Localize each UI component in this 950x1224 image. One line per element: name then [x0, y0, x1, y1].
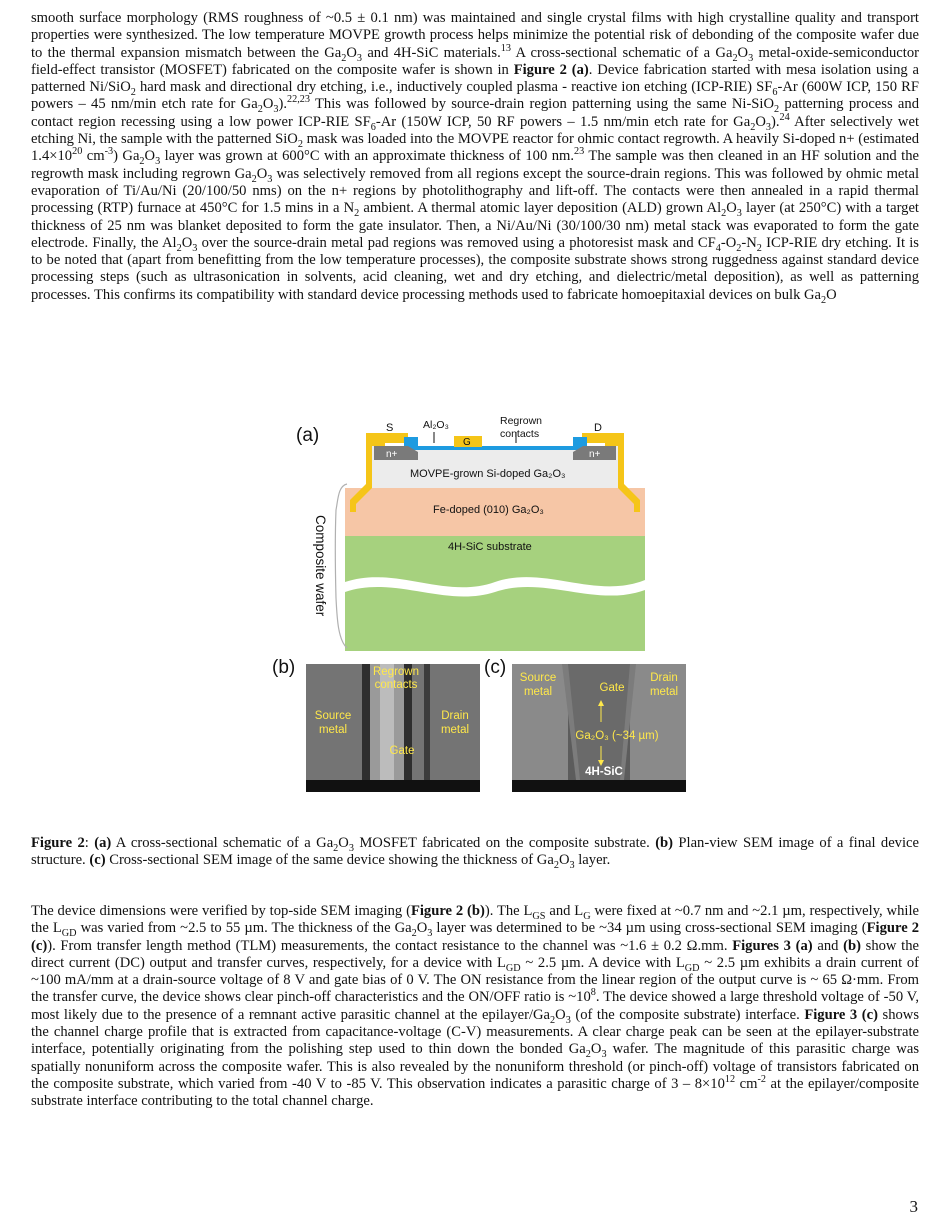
sem-b-source-line2: metal [318, 724, 348, 736]
device-cross-section-schematic [300, 410, 650, 655]
label-fe-layer: Fe-doped (010) Ga₂O₃ [433, 504, 544, 516]
cross-section-sem-image [512, 664, 686, 792]
sem-c-ga2o3-label: Ga₂O₃ (~34 µm) [575, 730, 659, 742]
figure-caption: Figure 2: (a) A cross-sectional schematic of a $Ga_2O_3$ MOSFET fabricated on the composite substrate. (b) Plan-view SEM image of a final device structure. (c) Cross-sectional SEM image of the same device showing the thickness of $Ga_2O_3$ layer. [31, 835, 919, 872]
body-paragraph-1: smooth surface morphology (RMS roughness of ~0.5 ± 0.1 nm) was maintained and single crystal films with high crystalline quality and transport properties were synthesized. The low temperature MOVPE growth process helps minimize the potential risk of debonding of the composite wafer due to the thermal expansion mismatch between the $Ga_2O_3$ and 4H-SiC materials.$^{13}$ A cross-sectional schematic of a $Ga_2O_3$ metal-oxide-semiconductor field-effect transistor (MOSFET) fabricated on the composite wafer is shown in Figure 2 (a). Device fabrication started with mesa isolation using a patterned Ni/SiO$_2$ hard mask and directional dry etching, i.e., inductively coupled plasma - reactive ion etching (ICP-RIE) $SF_6-Ar$ (600W ICP, 150 RF powers – 45 nm/min etch rate for $Ga_2O_3).^{22,23}$ This was followed by source-drain region patterning using the same Ni-SiO$_2$ patterning process and contact region recessing using a low power ICP-RIE $SF_6-Ar$ (150W ICP, 50 RF powers – 1.5 nm/min etch rate for $Ga_2O_3).^{24}$ After selectively wet etching Ni, the sample with the patterned SiO$_2$ mask was loaded into the MOVPE reactor for ohmic contact regrowth. A heavily Si-doped n+ (estimated $1.4\times 10^{20}$ $cm^{-3}$) $Ga_2O_3$ layer was grown at 600°C with an approximate thickness of 100 nm.$^{23}$ The sample was then cleaned in an HF solution and the regrowth mask including regrown $Ga_2O_3$ was selectively removed from all regions except the source-drain regions. This was followed by ohmic metal evaporation of Ti/Au/Ni (20/100/50 nms) on the n+ regions by photolithography and lift-off. The contacts were then annealed in a rapid thermal processing (RTP) furnace at 450°C for 1.5 mins in a $N_2$ ambient. A thermal atomic layer deposition (ALD) grown $Al_2O_3$ layer (at 250°C) with a target thickness of 25 nm was blanket deposited to form the gate insulator. Then, a Ni/Au/Ni (30/100/30 nm) metal stack was evaporated to form the gate electrode. Finally, the $Al_2O_3$ over the source-drain metal pad regions was removed using a photoresist mask and $CF_4-O_2-N_2$ ICP-RIE dry etching. It is to be noted that (apart from benefitting from the low temperature processes), the composite substrate shows strong ruggedness against standard device processing steps (such as ultrasonication in solvents, acid cleaning, wet and dry etching, and dielectric/metal deposition), as well as patterning processes. This confirms its compatibility with standard device processing methods used to fabricate homoepitaxial devices on bulk $Ga_2O$ [31, 10, 920, 306]
label-drain: D [594, 422, 602, 434]
label-n-plus-right: n+ [589, 449, 601, 460]
figure-reference: Figure 2 (a) [513, 61, 589, 78]
panel-a-label: (a) [296, 425, 320, 446]
sem-b-regrown-line1: Regrown [372, 666, 420, 678]
sem-b-regrown-line2: contacts [374, 679, 418, 691]
page-number: 3 [909, 1197, 918, 1216]
sem-c-source-line2: metal [523, 686, 553, 698]
panel-b-label: (b) [272, 657, 296, 678]
sem-b-gate: Gate [389, 745, 415, 757]
sem-b-source-line1: Source [314, 710, 352, 722]
label-sic-layer: 4H-SiC substrate [448, 541, 532, 553]
panel-c-label: (c) [484, 657, 507, 678]
label-composite-wafer: Composite wafer [313, 515, 328, 617]
label-regrown-line2: contacts [500, 428, 540, 440]
sem-c-drain-line1: Drain [650, 672, 678, 684]
sem-c-gate: Gate [599, 682, 625, 694]
sem-c-sic-label: 4H-SiC [585, 766, 623, 778]
sem-c-drain-line2: metal [649, 686, 679, 698]
plan-view-sem-image [306, 664, 480, 792]
label-regrown-line1: Regrown [500, 415, 543, 427]
label-n-plus-left: n+ [386, 449, 398, 460]
label-movpe-layer: MOVPE-grown Si-doped Ga₂O₃ [410, 468, 566, 480]
sem-b-info-bar [306, 780, 480, 792]
label-al2o3: Al₂O₃ [423, 419, 449, 431]
al2o3-layer [404, 437, 587, 450]
label-source: S [386, 422, 394, 434]
label-gate: G [463, 437, 471, 448]
sem-c-info-bar [512, 780, 686, 792]
sem-b-drain-line2: metal [440, 724, 470, 736]
sem-b-drain-line1: Drain [441, 710, 469, 722]
body-paragraph-2: The device dimensions were verified by top-side SEM imaging (Figure 2 (b)). The $L_{GS}$ and $L_G$ were fixed at ~0.7 nm and ~2.1 µm, respectively, while the $L_{GD}$ was varied from ~2.5 to 55 µm. The thickness of the $Ga_2O_3$ layer was determined to be ~34 µm using cross-sectional SEM imaging (Figure 2 (c)). From transfer length method (TLM) measurements, the contact resistance to the channel was ~1.6 ± 0.2 Ω.mm. Figures 3 (a) and (b) show the direct current (DC) output and transfer curves, respectively, for a device with $L_{GD}$ ~ 2.5 µm. A device with $L_{GD}$ ~ 2.5 µm exhibits a drain current of ~100 mA/mm at a drain-source voltage of 8 V and gate bias of 0 V. The ON resistance from the linear region of the output curve is ~ 65 Ω·mm. From the transfer curve, the device shows clear pinch-off characteristics and the ON/OFF ratio is $\sim 10^8$. The device showed a large threshold voltage of -50 V, most likely due to the presence of a remnant active parasitic channel at the epilayer/$Ga_2O_3$ (of the composite substrate) interface. Figure 3 (c) shows the channel charge profile that is extracted from capacitance-voltage (C-V) measurements. A clear charge peak can be seen at the epilayer-substrate interface, potentially originating from the polishing step used to thin down the bonded $Ga_2O_3$ wafer. The magnitude of this parasitic charge was spatially nonuniform across the composite wafer. This is also revealed by the nonuniform threshold (or pinch-off) voltage of transistors fabricated on the composite substrate, which varied from -40 V to -85 V. This observation indicates a parasitic charge of $3 - 8\times 10^{12}$ $cm^{-2}$ at the epilayer/composite substrate interface contributing to the total channel charge. [31, 903, 920, 1110]
sem-c-source-line1: Source [519, 672, 557, 684]
